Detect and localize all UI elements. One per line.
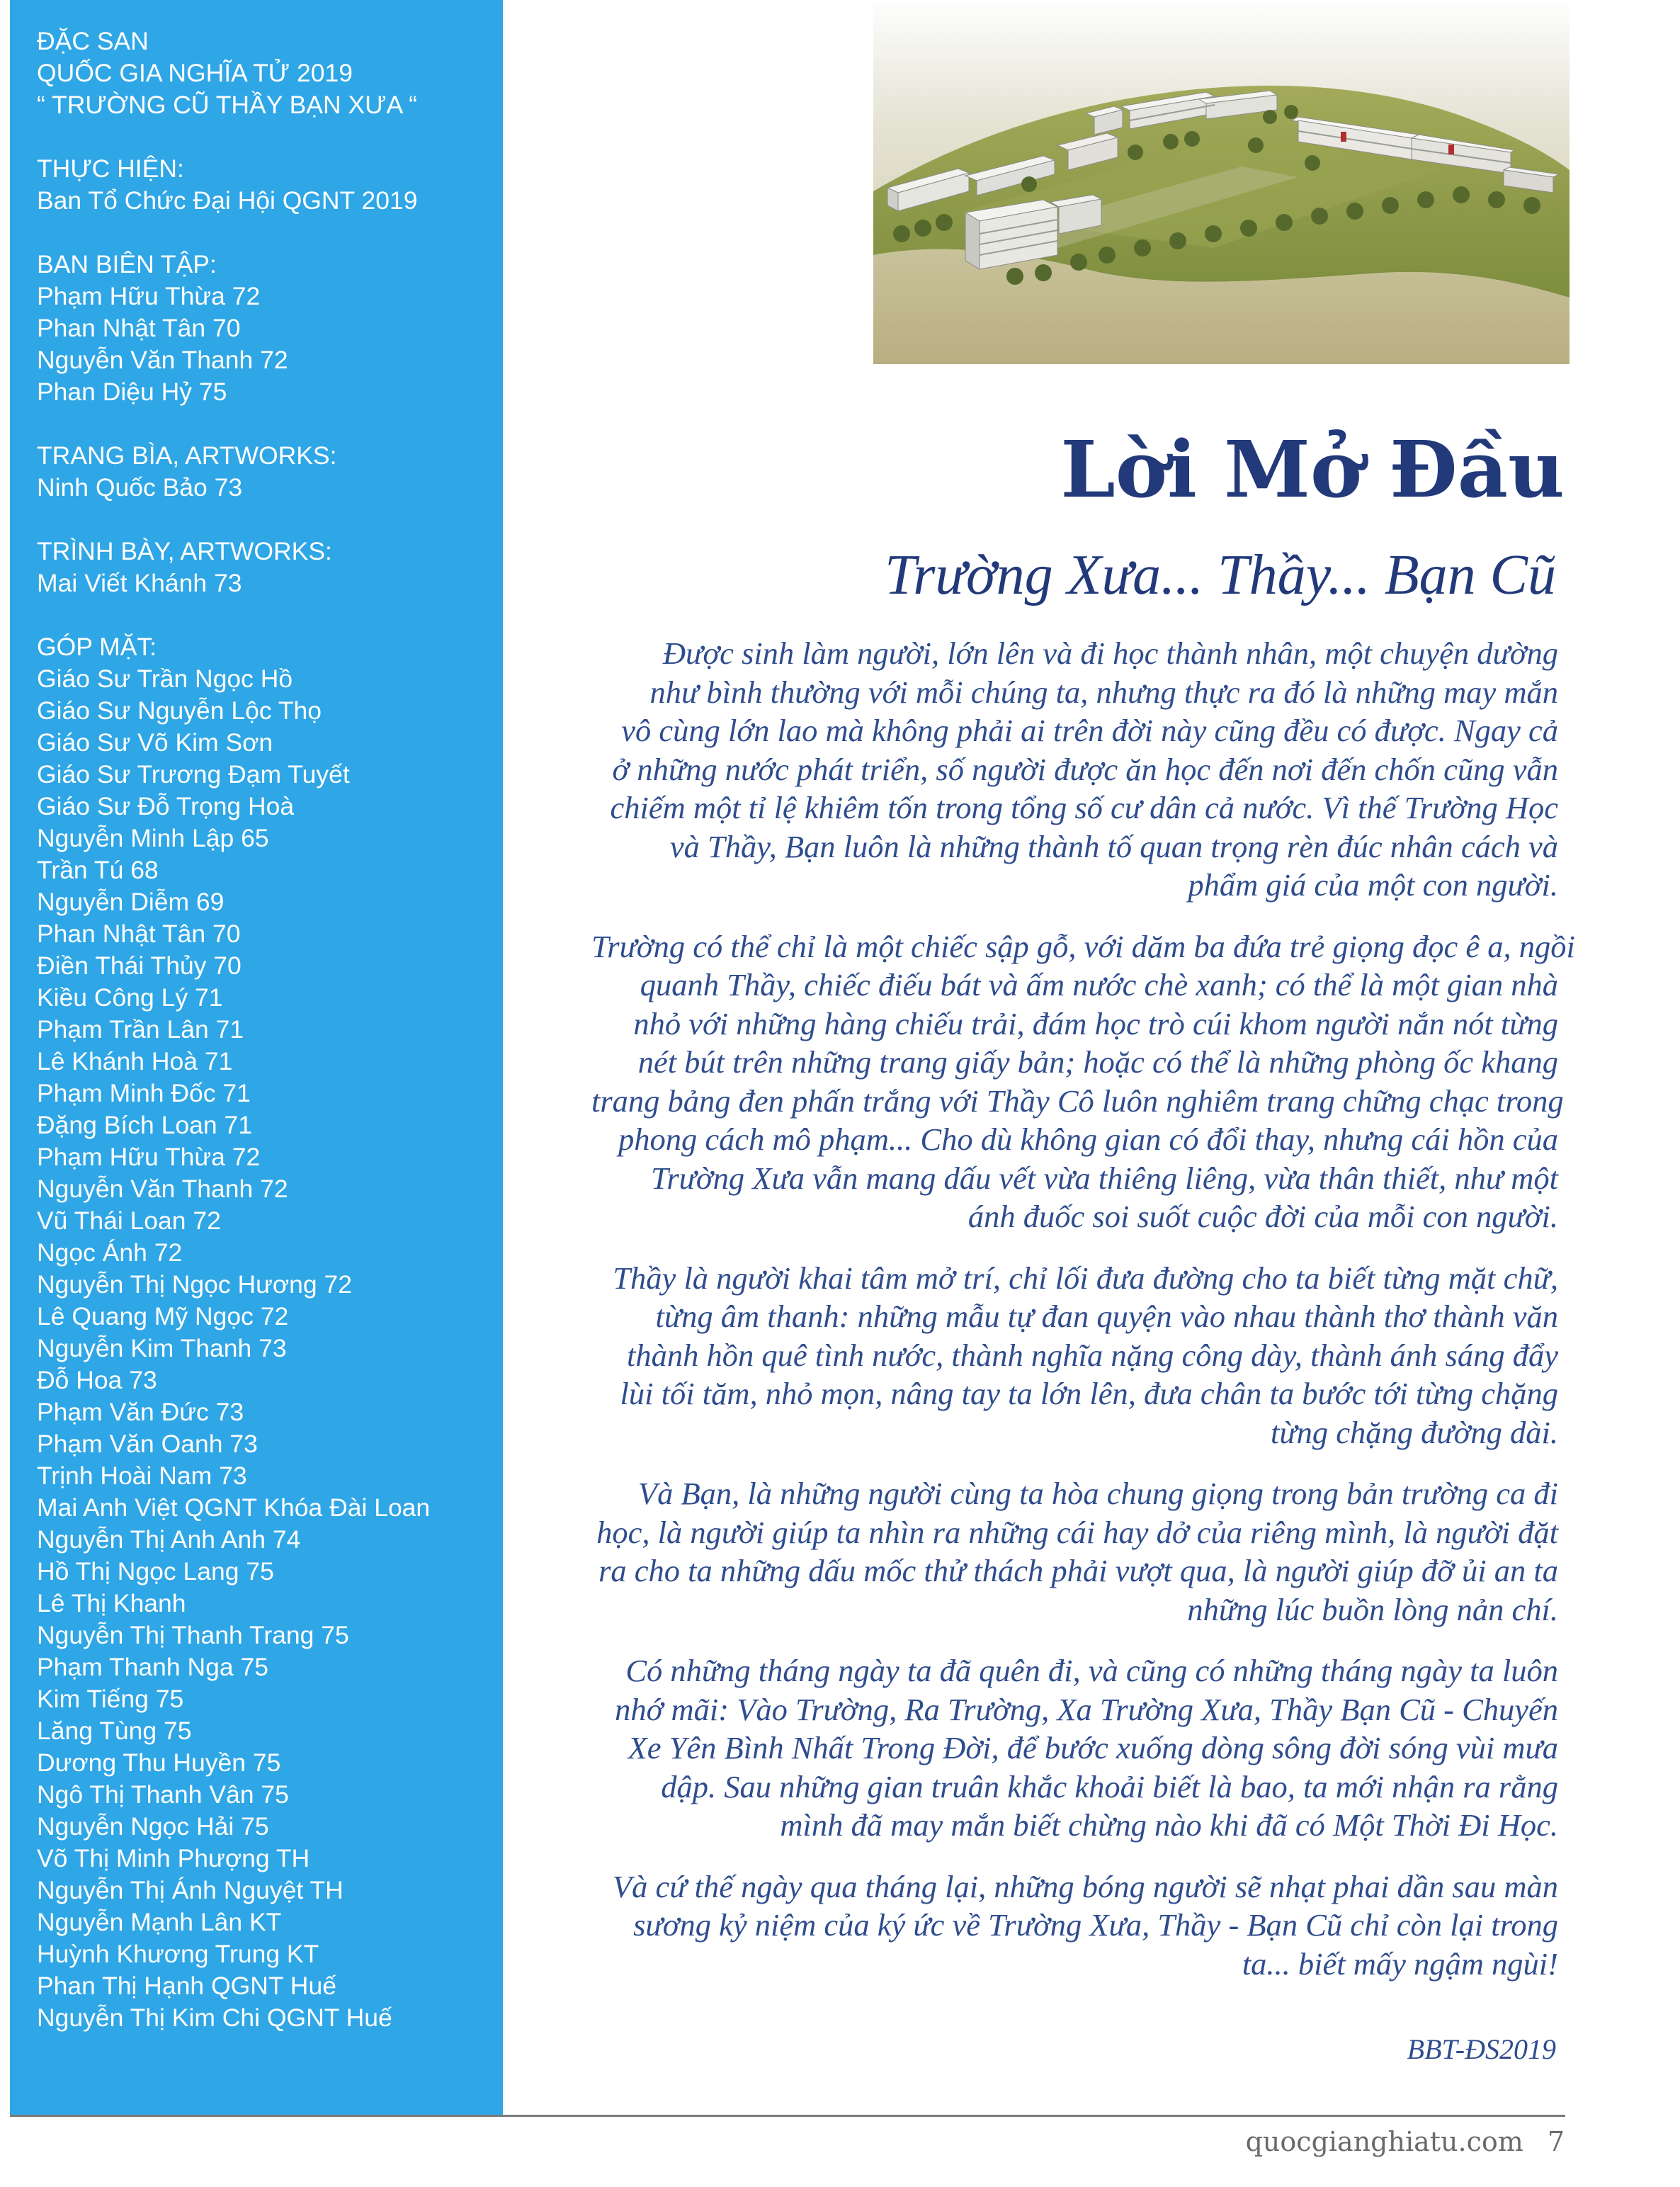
article-subtitle: Trường Xưa... Thầy... Bạn Cũ bbox=[885, 544, 1556, 606]
paragraph-line: vô cùng lớn lao mà không phải ai trên đời này cũng đều có được. Ngay cả bbox=[621, 713, 1558, 748]
credit-name: Đặng Bích Loan 71 bbox=[37, 1111, 252, 1139]
credit-name: Trịnh Hoài Nam 73 bbox=[37, 1462, 247, 1490]
paragraph-line: mình đã may mắn biết chừng nào khi đã có Một Thời Đi Học. bbox=[780, 1807, 1558, 1843]
credit-name: Trần Tú 68 bbox=[37, 856, 159, 884]
paragraph-line: lùi tối tăm, nhỏ mọn, nâng tay ta lớn lên, đưa chân ta bước tới từng chặng bbox=[620, 1376, 1558, 1411]
credit-section bbox=[37, 440, 503, 504]
body-paragraph bbox=[591, 1651, 1558, 1845]
paragraph-line: Có những tháng ngày ta đã quên đi, và cũng có những tháng ngày ta luôn bbox=[625, 1653, 1558, 1688]
paragraph-line: Thầy là người khai tâm mở trí, chỉ lối đưa đường cho ta biết từng mặt chữ, bbox=[613, 1260, 1558, 1296]
article-title: Lời Mở Đầu bbox=[1060, 424, 1565, 515]
credit-name: Nguyễn Diễm 69 bbox=[37, 888, 225, 916]
credit-name: Phạm Văn Đức 73 bbox=[37, 1398, 244, 1426]
paragraph-line: dập. Sau những gian truân khắc khoải biết là bao, ta mới nhận ra rằng bbox=[661, 1768, 1558, 1804]
credit-heading: TRÌNH BÀY, ARTWORKS: bbox=[37, 537, 332, 565]
body-paragraph bbox=[591, 927, 1575, 1236]
credit-name: Ban Tổ Chức Đại Hội QGNT 2019 bbox=[37, 186, 418, 215]
credit-name: Nguyễn Mạnh Lân KT bbox=[37, 1908, 282, 1936]
credit-name: Phan Nhật Tân 70 bbox=[37, 314, 241, 342]
credit-name: Giáo Sư Trần Ngọc Hồ bbox=[37, 665, 293, 693]
credit-sections bbox=[37, 153, 503, 2034]
credit-name: Phan Thị Hạnh QGNT Huế bbox=[37, 1972, 336, 2000]
credit-name: Kiều Công Lý 71 bbox=[37, 983, 223, 1012]
body-paragraph bbox=[591, 634, 1558, 905]
paragraph-line: trang bảng đen phấn trắng với Thầy Cô luôn nghiêm trang chững chạc trong bbox=[591, 1083, 1564, 1119]
credit-name: Phạm Minh Đốc 71 bbox=[37, 1079, 251, 1107]
credit-name: Kim Tiếng 75 bbox=[37, 1685, 184, 1713]
credit-section bbox=[37, 153, 503, 217]
paragraph-line: nét bút trên những trang giấy bản; hoặc có thể là những phòng ốc khang bbox=[637, 1044, 1558, 1080]
header-line: “ TRƯỜNG CŨ THẦY BẠN XƯA “ bbox=[37, 91, 417, 119]
paragraph-line: chiếm một tỉ lệ khiêm tốn trong tổng số cư dân cả nước. Vì thế Trường Học bbox=[610, 790, 1558, 825]
campus-illustration bbox=[873, 0, 1570, 364]
sidebar-header bbox=[37, 26, 503, 121]
credit-section bbox=[37, 249, 503, 408]
credit-name: Nguyễn Thị Anh Anh 74 bbox=[37, 1525, 301, 1554]
paragraph-line: Và cứ thế ngày qua tháng lại, những bóng người sẽ nhạt phai dần sau màn bbox=[612, 1868, 1558, 1904]
credit-heading: THỰC HIỆN: bbox=[37, 154, 184, 183]
credit-name: Ninh Quốc Bảo 73 bbox=[37, 473, 243, 502]
paragraph-line: ánh đuốc soi suốt cuộc đời của mỗi con người. bbox=[967, 1199, 1558, 1234]
credit-name: Ngô Thị Thanh Vân 75 bbox=[37, 1780, 289, 1809]
credit-heading: TRANG BÌA, ARTWORKS: bbox=[37, 441, 337, 470]
paragraph-line: Được sinh làm người, lớn lên và đi học thành nhân, một chuyện dường bbox=[662, 635, 1558, 671]
footer-website: quocgianghiatu.com bbox=[1245, 2126, 1523, 2157]
credit-name: Phạm Thanh Nga 75 bbox=[37, 1653, 268, 1681]
credit-name: Giáo Sư Trương Đạm Tuyết bbox=[37, 760, 350, 789]
paragraph-line: sương kỷ niệm của ký ức về Trường Xưa, Thầy - Bạn Cũ chỉ còn lại trong bbox=[633, 1907, 1558, 1943]
paragraph-line: nhớ mãi: Vào Trường, Ra Trường, Xa Trường Xưa, Thầy Bạn Cũ - Chuyến bbox=[615, 1691, 1558, 1727]
credits-sidebar bbox=[10, 0, 503, 2115]
credit-name: Nguyễn Thị Kim Chi QGNT Huế bbox=[37, 2004, 392, 2032]
paragraph-line: từng chặng đường dài. bbox=[1270, 1414, 1558, 1450]
credit-name: Phan Nhật Tân 70 bbox=[37, 920, 241, 948]
paragraph-line: học, là người giúp ta nhìn ra những cái hay dở của riêng mình, là người đặt bbox=[596, 1514, 1558, 1550]
paragraph-line: nhỏ với những hàng chiếu trải, đám học trò cúi khom người nắn nót từng bbox=[633, 1005, 1558, 1041]
credit-name: Lê Khánh Hoà 71 bbox=[37, 1047, 233, 1075]
credit-name: Hồ Thị Ngọc Lang 75 bbox=[37, 1557, 274, 1586]
credit-name: Dương Thu Huyền 75 bbox=[37, 1748, 281, 1777]
paragraph-line: và Thầy, Bạn luôn là những thành tố quan trọng rèn đúc nhân cách và bbox=[669, 828, 1558, 864]
credit-name: Phạm Văn Oanh 73 bbox=[37, 1430, 258, 1458]
paragraph-line: Trường Xưa vẫn mang dấu vết vừa thiêng liêng, vừa thân thiết, như một bbox=[651, 1160, 1558, 1196]
credit-name: Nguyễn Văn Thanh 72 bbox=[37, 346, 288, 374]
credit-name: Nguyễn Thị Ánh Nguyệt TH bbox=[37, 1876, 344, 1904]
credit-name: Phạm Hữu Thừa 72 bbox=[37, 282, 261, 310]
credit-name: Lê Thị Khanh bbox=[37, 1589, 186, 1617]
paragraph-line: ta... biết mấy ngậm ngùi! bbox=[1242, 1945, 1558, 1982]
paragraph-line: Và Bạn, là những người cùng ta hòa chung giọng trong bản trường ca đi bbox=[637, 1476, 1558, 1511]
paragraph-line: ở những nước phát triển, số người được ăn học đến nơi đến chốn cũng vẫn bbox=[612, 751, 1558, 787]
paragraph-line: Xe Yên Bình Nhất Trong Đời, để bước xuống dòng sông đời sóng vùi mưa bbox=[628, 1730, 1558, 1765]
credit-name: Nguyễn Văn Thanh 72 bbox=[37, 1175, 288, 1203]
credit-name: Đỗ Hoa 73 bbox=[37, 1366, 157, 1394]
credit-name: Nguyễn Thị Ngọc Hương 72 bbox=[37, 1270, 353, 1299]
credit-name: Võ Thị Minh Phượng TH bbox=[37, 1844, 310, 1872]
credit-name: Giáo Sư Nguyễn Lộc Thọ bbox=[37, 696, 322, 725]
body-paragraph bbox=[591, 1259, 1558, 1452]
header-line: QUỐC GIA NGHĨA TỬ 2019 bbox=[37, 59, 353, 87]
credit-name: Giáo Sư Võ Kim Sơn bbox=[37, 728, 273, 757]
credit-name: Điền Thái Thủy 70 bbox=[37, 951, 242, 980]
credit-name: Vũ Thái Loan 72 bbox=[37, 1206, 221, 1235]
paragraph-line: quanh Thầy, chiếc điếu bát và ấm nước chè xanh; có thể là một gian nhà bbox=[640, 967, 1558, 1002]
credit-name: Mai Anh Việt QGNT Khóa Đài Loan bbox=[37, 1493, 431, 1522]
credit-section bbox=[37, 631, 503, 2034]
credit-section bbox=[37, 536, 503, 599]
body-paragraph bbox=[591, 1474, 1558, 1629]
paragraph-line: như bình thường với mỗi chúng ta, nhưng thực ra đó là những may mắn bbox=[649, 674, 1558, 710]
paragraph-line: từng âm thanh: những mẫu tự đan quyện vào nhau thành thơ thành văn bbox=[655, 1299, 1558, 1334]
credit-name: Nguyễn Ngọc Hải 75 bbox=[37, 1812, 269, 1841]
article-body bbox=[591, 634, 1575, 2006]
footer-divider bbox=[10, 2115, 1565, 2117]
credit-name: Nguyễn Minh Lập 65 bbox=[37, 824, 269, 852]
header-line: ĐẶC SAN bbox=[37, 27, 149, 55]
paragraph-line: ra cho ta những dấu mốc thử thách phải vượt qua, là người giúp đỡ ủi an ta bbox=[598, 1553, 1558, 1588]
credit-name: Nguyễn Kim Thanh 73 bbox=[37, 1334, 287, 1362]
paragraph-line: những lúc buồn lòng nản chí. bbox=[1187, 1591, 1558, 1627]
credit-name: Phạm Trần Lân 71 bbox=[37, 1015, 244, 1044]
campus-model-image bbox=[873, 0, 1570, 364]
credit-heading: BAN BIÊN TẬP: bbox=[37, 250, 217, 278]
page-footer bbox=[1246, 2124, 1565, 2159]
credit-name: Mai Viết Khánh 73 bbox=[37, 569, 242, 597]
credit-name: Phan Diệu Hỷ 75 bbox=[37, 378, 227, 406]
credit-heading: GÓP MẶT: bbox=[37, 633, 157, 661]
credit-name: Huỳnh Khương Trung KT bbox=[37, 1940, 319, 1968]
credit-name: Lê Quang Mỹ Ngọc 72 bbox=[37, 1302, 289, 1330]
paragraph-line: phong cách mô phạm... Cho dù không gian có đổi thay, nhưng cái hồn của bbox=[618, 1121, 1558, 1157]
credit-name: Lăng Tùng 75 bbox=[37, 1717, 192, 1745]
paragraph-line: thành hồn quê tình nước, thành nghĩa nặng công dày, thành ánh sáng đẩy bbox=[627, 1337, 1558, 1373]
credit-name: Phạm Hữu Thừa 72 bbox=[37, 1143, 261, 1171]
paragraph-line: phẩm giá của một con người. bbox=[1188, 867, 1558, 903]
paragraph-line: Trường có thể chỉ là một chiếc sập gỗ, với dăm ba đứa trẻ giọng đọc ê a, ngồi bbox=[591, 928, 1575, 964]
article-signature: BBT-ĐS2019 bbox=[1407, 2033, 1556, 2065]
body-paragraph bbox=[591, 1867, 1558, 1984]
credit-name: Nguyễn Thị Thanh Trang 75 bbox=[37, 1621, 349, 1649]
credit-name: Ngọc Ánh 72 bbox=[37, 1238, 183, 1267]
credit-name: Giáo Sư Đỗ Trọng Hoà bbox=[37, 792, 295, 820]
page-number: 7 bbox=[1547, 2126, 1565, 2157]
